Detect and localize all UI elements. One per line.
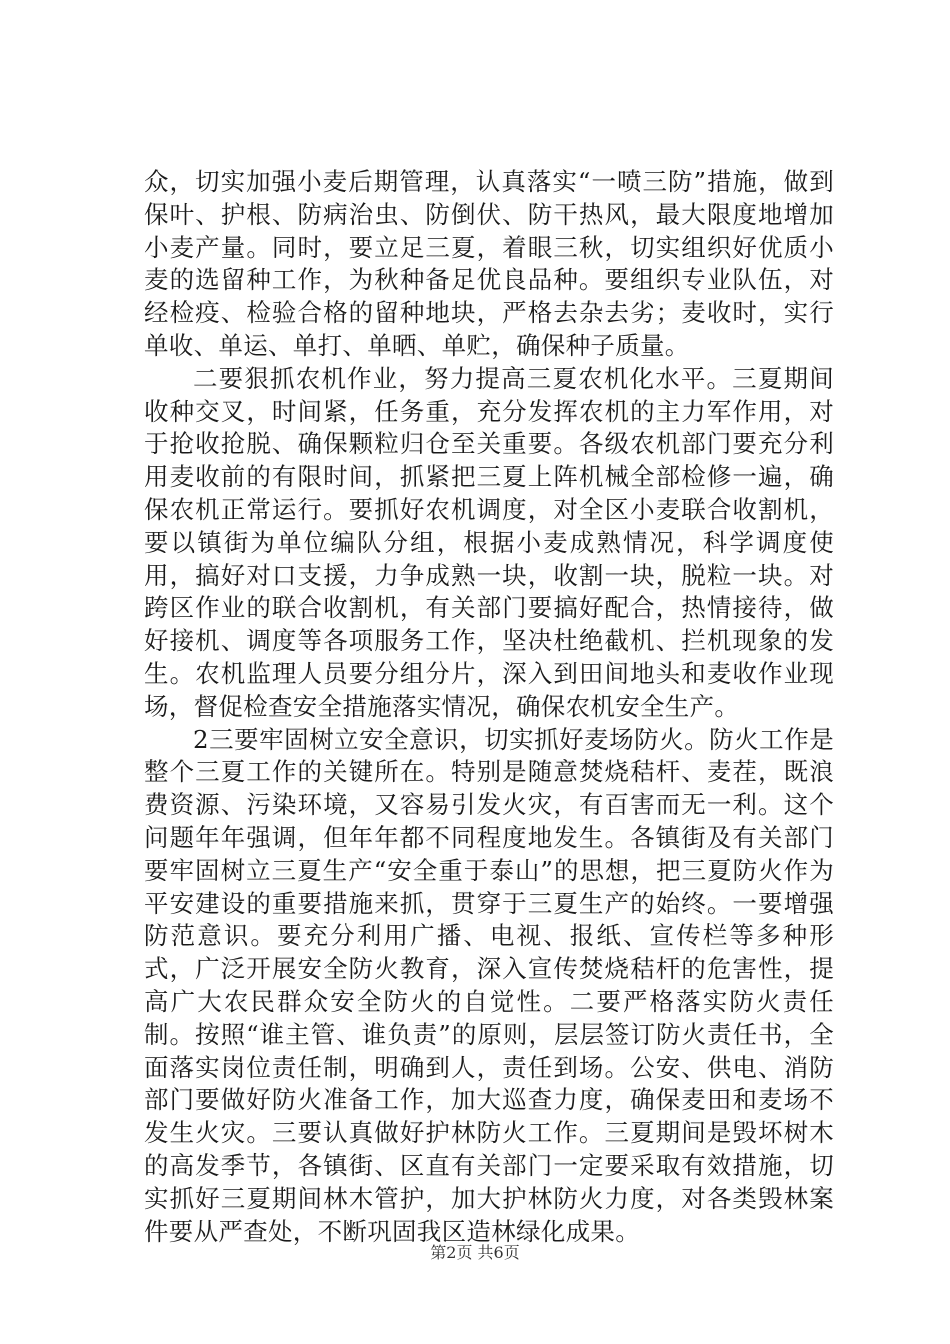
document-body xyxy=(144,166,834,1248)
page-footer: 第2页 共6页 xyxy=(430,1243,520,1262)
paragraph-continuation: 众，切实加强小麦后期管理，认真落实“一喷三防”措施，做到保叶、护根、防病治虫、防倒伏、防干热风，最大限度地增加小麦产量。同时，要立足三夏，着眼三秋，切实组织好优质小麦的选留种工作，为秋种备足优良品种。要组织专业队伍，对经检疫、检验合格的留种地块，严格去杂去劣；麦收时，实行单收、单运、单打、单晒、单贮，确保种子质量。 xyxy=(144,167,834,360)
paragraph-farm-machinery: 二要狠抓农机作业，努力提高三夏农机化水平。三夏期间收种交叉，时间紧，任务重，充分发挥农机的主力军作用，对于抢收抢脱、确保颗粒归仓至关重要。各级农机部门要充分利用麦收前的有限时间，抓紧把三夏上阵机械全部检修一遍，确保农机正常运行。要抓好农机调度，对全区小麦联合收割机，要以镇街为单位编队分组，根据小麦成熟情况，科学调度使用，搞好对口支援，力争成熟一块，收割一块，脱粒一块。对跨区作业的联合收割机，有关部门要搞好配合，热情接待，做好接机、调度等各项服务工作，坚决杜绝截机、拦机现象的发生。农机监理人员要分组分片，深入到田间地头和麦收作业现场，督促检查安全措施落实情况，确保农机安全生产。 xyxy=(144,363,834,721)
paragraph-fire-safety: 2三要牢固树立安全意识，切实抓好麦场防火。防火工作是整个三夏工作的关键所在。特别是随意焚烧秸杆、麦茬，既浪费资源、污染环境，又容易引发火灾，有百害而无一利。这个问题年年强调，但年年都不同程度地发生。各镇街及有关部门要牢固树立三夏生产“安全重于泰山”的思想，把三夏防火作为平安建设的重要措施来抓，贯穿于三夏生产的始终。一要增强防范意识。要充分利用广播、电视、报纸、宣传栏等多种形式，广泛开展安全防火教育，深入宣传焚烧秸杆的危害性，提高广大农民群众安全防火的自觉性。二要严格落实防火责任制。按照“谁主管、谁负责”的原则，层层签订防火责任书，全面落实岗位责任制，明确到人，责任到场。公安、供电、消防部门要做好防火准备工作，加大巡查力度，确保麦田和麦场不发生火灾。三要认真做好护林防火工作。三夏期间是毁坏树木的高发季节，各镇街、区直有关部门一定要采取有效措施，切实抓好三夏期间林木管护，加大护林防火力度，对各类毁林案件要从严查处，不断巩固我区造林绿化成果。 xyxy=(144,724,834,1246)
